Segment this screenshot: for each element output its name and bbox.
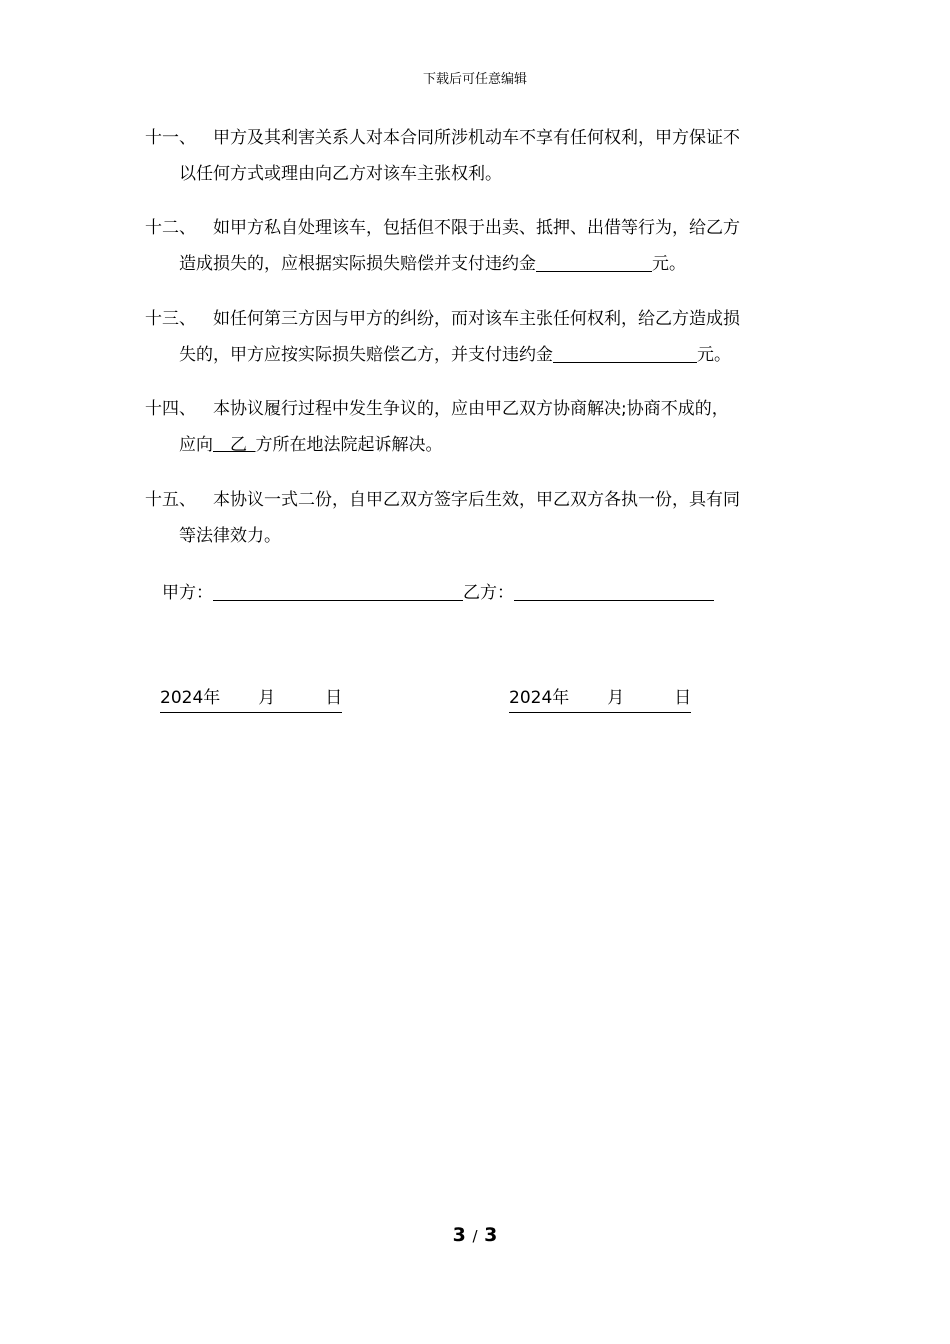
page-header-note: 下载后可任意编辑 — [422, 72, 527, 87]
party-a-date[interactable] — [160, 684, 342, 713]
signature-row — [162, 579, 714, 607]
party-b-label: 乙方： — [463, 583, 514, 603]
clause-text: 甲方及其利害关系人对本合同所涉机动车不享有任何权利，甲方保证不 — [213, 128, 740, 148]
clause-14 — [145, 391, 810, 463]
page-total: 3 — [484, 1224, 498, 1246]
clause-number: 十一、 — [145, 128, 196, 148]
penalty-amount-blank[interactable] — [536, 253, 652, 272]
date-month-unit: 月 — [607, 688, 625, 708]
clause-text: 如甲方私自处理该车，包括但不限于出卖、抵押、出借等行为，给乙方 — [213, 218, 740, 238]
party-a-signature-line[interactable] — [213, 582, 463, 601]
clause-text-cont: 以任何方式或理由向乙方对该车主张权利。 — [179, 164, 502, 184]
court-party-fill: 乙 — [230, 435, 247, 455]
clause-text: 如任何第三方因与甲方的纠纷，而对该车主张任何权利，给乙方造成损 — [213, 309, 740, 329]
date-year-unit: 年 — [552, 688, 570, 708]
page-number — [0, 1224, 950, 1246]
clause-number: 十二、 — [145, 218, 196, 238]
clause-number: 十三、 — [145, 309, 196, 329]
clause-text: 本协议一式二份，自甲乙双方签字后生效，甲乙双方各执一份，具有同 — [213, 490, 740, 510]
clause-13 — [145, 301, 810, 373]
clause-11 — [145, 120, 810, 192]
date-year: 2024 — [509, 688, 553, 708]
date-year: 2024 — [160, 688, 204, 708]
clause-text-cont: 方所在地法院起诉解决。 — [255, 435, 443, 455]
clause-text-cont: 失的，甲方应按实际损失赔偿乙方，并支付违约金 — [179, 345, 553, 365]
party-b-signature-line[interactable] — [514, 582, 714, 601]
clause-text-cont: 造成损失的，应根据实际损失赔偿并支付违约金 — [179, 254, 536, 274]
party-b-date[interactable] — [509, 684, 691, 713]
page-current: 3 — [452, 1224, 466, 1246]
date-day-unit: 日 — [674, 688, 692, 708]
penalty-amount-blank[interactable] — [553, 344, 697, 363]
clause-text-cont: 等法律效力。 — [179, 526, 281, 546]
date-day-unit: 日 — [325, 688, 343, 708]
clause-text-cont: 应向 — [179, 435, 213, 455]
currency-unit: 元。 — [697, 345, 731, 365]
currency-unit: 元。 — [652, 254, 686, 274]
date-year-unit: 年 — [203, 688, 221, 708]
clause-number: 十四、 — [145, 399, 196, 419]
page-separator: / — [472, 1227, 478, 1245]
clause-text: 本协议履行过程中发生争议的，应由甲乙双方协商解决;协商不成的， — [213, 399, 729, 419]
clause-15 — [145, 482, 810, 554]
clause-number: 十五、 — [145, 490, 196, 510]
clause-12 — [145, 210, 810, 282]
date-month-unit: 月 — [258, 688, 276, 708]
party-a-label: 甲方： — [162, 583, 213, 603]
